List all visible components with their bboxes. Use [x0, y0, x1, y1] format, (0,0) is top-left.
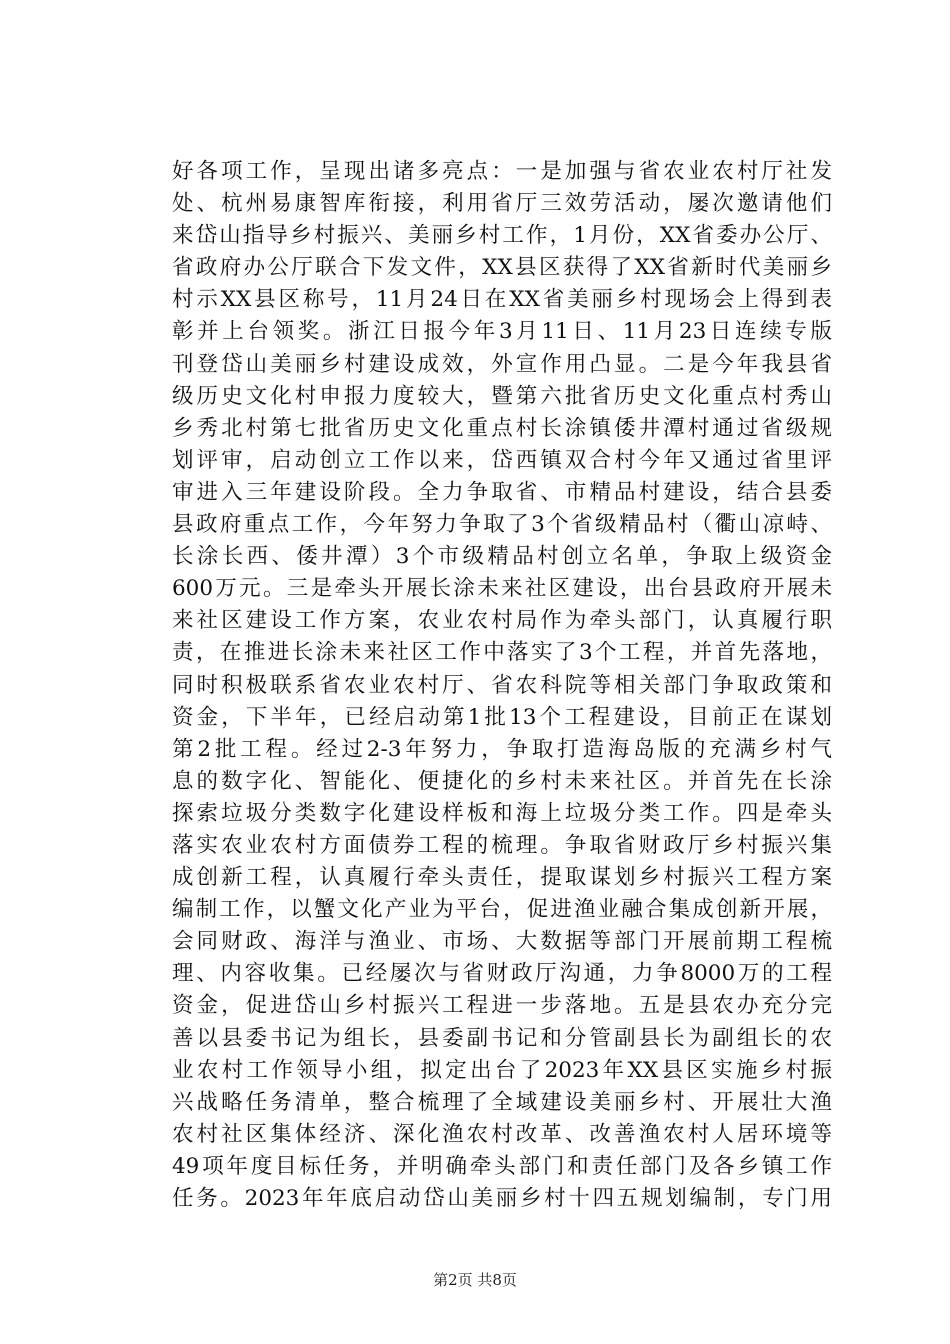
text-line: 乡秀北村第七批省历史文化重点村长涂镇倭井潭村通过省级规 [172, 415, 832, 441]
text-line: 兴战略任务清单，整合梳理了全域建设美丽乡村、开展壮大渔 [172, 1089, 832, 1115]
text-line: 省政府办公厅联合下发文件，XX县区获得了XX省新时代美丽乡 [172, 255, 832, 281]
text-line: 来岱山指导乡村振兴、美丽乡村工作，1月份，XX省委办公厅、 [172, 223, 832, 249]
text-line: 处、杭州易康智库衔接，利用省厅三效劳活动，屡次邀请他们 [172, 191, 832, 217]
text-line: 彰并上台领奖。浙江日报今年3月11日、11月23日连续专版 [172, 319, 832, 345]
text-line: 编制工作，以蟹文化产业为平台，促进渔业融合集成创新开展， [172, 897, 832, 923]
text-line: 农村社区集体经济、深化渔农村改革、改善渔农村人居环境等 [172, 1121, 832, 1147]
text-line: 落实农业农村方面债券工程的梳理。争取省财政厅乡村振兴集 [172, 832, 832, 858]
text-line: 探索垃圾分类数字化建设样板和海上垃圾分类工作。四是牵头 [172, 800, 832, 826]
text-line: 49项年度目标任务，并明确牵头部门和责任部门及各乡镇工作 [172, 1153, 832, 1179]
text-line: 600万元。三是牵头开展长涂未来社区建设，出台县政府开展未 [172, 576, 832, 602]
page-number-footer: 第2页 共8页 [433, 1271, 517, 1289]
text-line: 第2批工程。经过2-3年努力，争取打造海岛版的充满乡村气 [172, 736, 832, 762]
text-line: 级历史文化村申报力度较大，暨第六批省历史文化重点村秀山 [172, 383, 832, 409]
text-line: 刊登岱山美丽乡村建设成效，外宣作用凸显。二是今年我县省 [172, 351, 832, 377]
text-line: 会同财政、海洋与渔业、市场、大数据等部门开展前期工程梳 [172, 929, 832, 955]
text-line: 村示XX县区称号，11月24日在XX省美丽乡村现场会上得到表 [172, 287, 832, 313]
text-line: 业农村工作领导小组，拟定出台了2023年XX县区实施乡村振 [172, 1057, 832, 1083]
text-line: 来社区建设工作方案，农业农村局作为牵头部门，认真履行职 [172, 608, 832, 634]
text-line: 划评审，启动创立工作以来，岱西镇双合村今年又通过省里评 [172, 447, 832, 473]
text-line: 审进入三年建设阶段。全力争取省、市精品村建设，结合县委 [172, 479, 832, 505]
text-line: 善以县委书记为组长，县委副书记和分管副县长为副组长的农 [172, 1025, 832, 1051]
text-line: 好各项工作，呈现出诸多亮点：一是加强与省农业农村厅社发 [172, 159, 832, 184]
text-line: 任务。2023年年底启动岱山美丽乡村十四五规划编制，专门用 [172, 1186, 832, 1211]
text-line: 成创新工程，认真履行牵头责任，提取谋划乡村振兴工程方案 [172, 865, 832, 891]
text-line: 理、内容收集。已经屡次与省财政厅沟通，力争8000万的工程 [172, 961, 832, 987]
text-line: 县政府重点工作，今年努力争取了3个省级精品村（衢山凉峙、 [172, 512, 832, 538]
text-line: 长涂长西、倭井潭）3个市级精品村创立名单，争取上级资金 [172, 544, 832, 570]
text-line: 资金，下半年，已经启动第1批13个工程建设，目前正在谋划 [172, 704, 832, 730]
text-line: 资金，促进岱山乡村振兴工程进一步落地。五是县农办充分完 [172, 993, 832, 1019]
body-paragraph [172, 156, 832, 1215]
text-line: 息的数字化、智能化、便捷化的乡村未来社区。并首先在长涂 [172, 768, 832, 794]
text-line: 同时积极联系省农业农村厅、省农科院等相关部门争取政策和 [172, 672, 832, 698]
text-line: 责，在推进长涂未来社区工作中落实了3个工程，并首先落地， [172, 640, 832, 666]
